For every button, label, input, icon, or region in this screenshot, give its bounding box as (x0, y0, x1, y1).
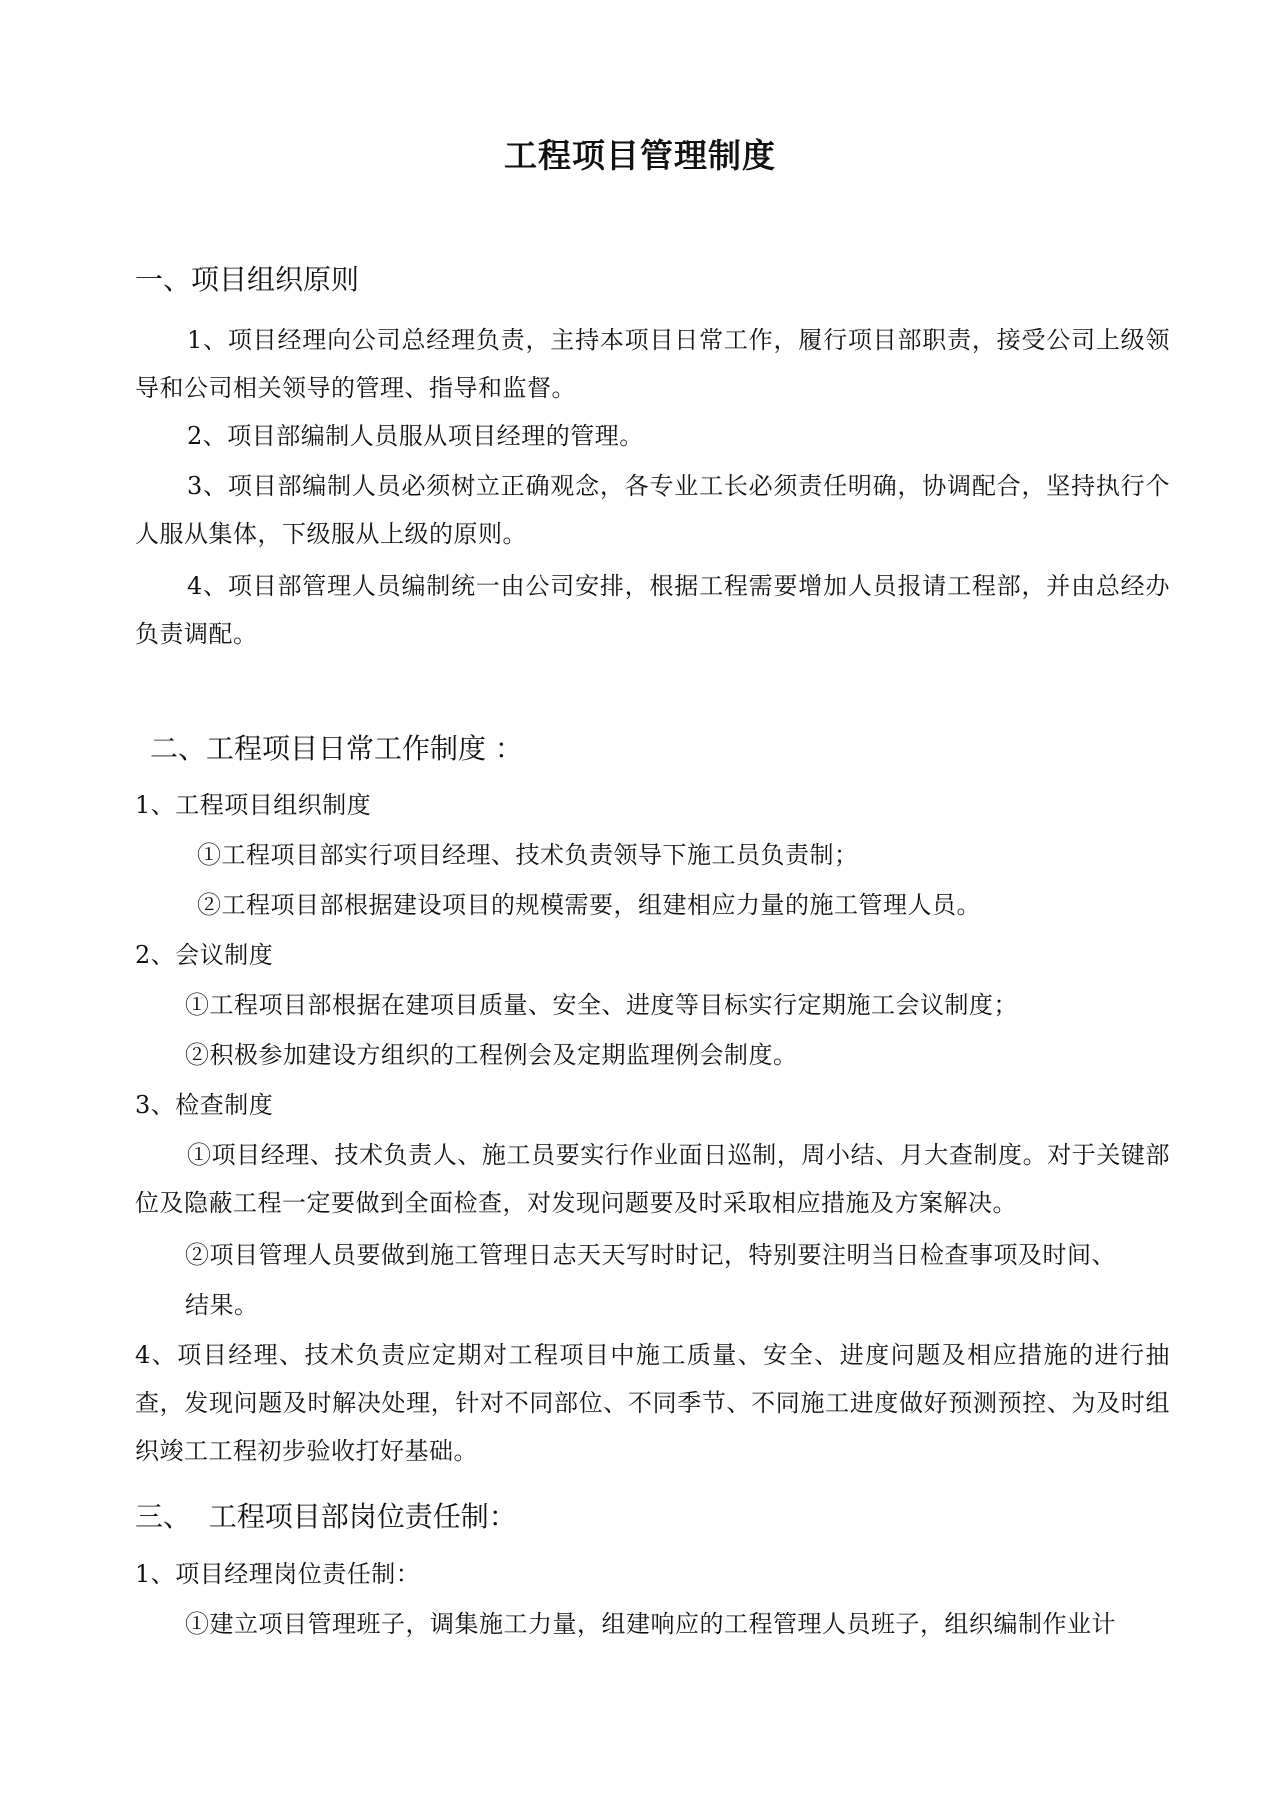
subsection-title: 3、检查制度 (135, 1091, 274, 1119)
list-item: ②工程项目部根据建设项目的规模需要，组建相应力量的施工管理人员。 (197, 891, 981, 919)
section-heading-job-responsibility: 三、 工程项目部岗位责任制： (135, 1500, 517, 1533)
paragraph-item: 1、项目经理向公司总经理负责，主持本项目日常工作，履行项目部职责，接受公司上级领导和公司相关领导的管理、指导和监督。 (135, 326, 1170, 402)
paragraph-item: 4、项目部管理人员编制统一由公司安排，根据工程需要增加人员报请工程部，并由总经办负责调配。 (135, 572, 1170, 648)
list-item: ①建立项目管理班子，调集施工力量，组建响应的工程管理人员班子，组织编制作业计 (185, 1610, 1116, 1638)
document-title: 工程项目管理制度 (504, 136, 776, 175)
list-item: ②项目管理人员要做到施工管理日志天天写时时记，特别要注明当日检查事项及时间、 (185, 1241, 1116, 1269)
list-item: ①工程项目部实行项目经理、技术负责领导下施工员负责制； (197, 841, 859, 869)
list-item: ①项目经理、技术负责人、施工员要实行作业面日巡制，周小结、月大查制度。对于关键部位及隐蔽工程一定要做到全面检查，对发现问题要及时采取相应措施及方案解决。 (135, 1141, 1170, 1217)
list-item: ①工程项目部根据在建项目质量、安全、进度等目标实行定期施工会议制度； (185, 991, 1018, 1019)
subsection-title: 2、会议制度 (135, 941, 274, 969)
paragraph-item: 3、项目部编制人员必须树立正确观念，各专业工长必须责任明确，协调配合，坚持执行个人服从集体，下级服从上级的原则。 (135, 472, 1170, 548)
paragraph-item: 2、项目部编制人员服从项目经理的管理。 (187, 422, 644, 450)
subsection-title: 1、项目经理岗位责任制： (135, 1560, 421, 1588)
subsection-title: 1、工程项目组织制度 (135, 791, 372, 819)
paragraph-item: 4、项目经理、技术负责应定期对工程项目中施工质量、安全、进度问题及相应措施的进行抽查，发现问题及时解决处理，针对不同部位、不同季节、不同施工进度做好预测预控、为及时组织竣工工程初步验收打好基础。 (135, 1341, 1170, 1465)
section-heading-daily-work-system: 二、工程项目日常工作制度 ： (150, 732, 523, 765)
list-item: 结果。 (185, 1291, 259, 1319)
list-item: ②积极参加建设方组织的工程例会及定期监理例会制度。 (185, 1041, 798, 1069)
section-heading-organization-principles: 一、项目组织原则 (135, 263, 360, 296)
